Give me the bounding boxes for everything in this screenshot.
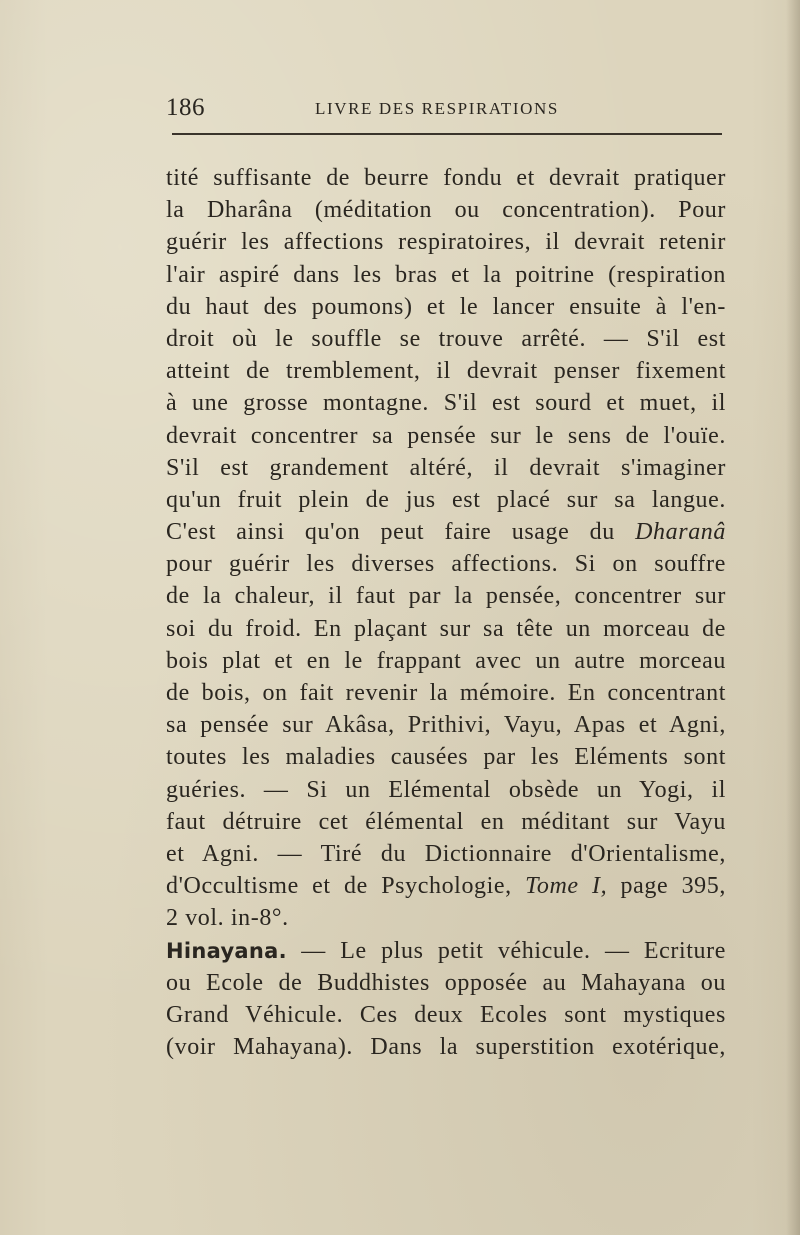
entry-line [166, 935, 726, 967]
body-text [166, 162, 726, 1063]
text-line: l'air aspiré dans les bras et la poitrine (respiration [166, 261, 726, 288]
text-line: à une grosse montagne. S'il est sourd et muet, il [166, 390, 726, 417]
text-line: guérir les affections respiratoires, il devrait retenir [166, 229, 726, 256]
italic-term: Dharanâ [635, 519, 726, 546]
header-rule [172, 133, 722, 135]
line-text: d'Occultisme et de Psychologie, [166, 873, 526, 900]
text-line: atteint de tremblement, il devrait penser fixement [166, 358, 726, 385]
text-line [166, 516, 726, 548]
text-line: sa pensée sur Akâsa, Prithivi, Vayu, Apas et Agni, [166, 712, 726, 739]
line-text: C'est ainsi qu'on peut faire usage du [166, 519, 636, 546]
text-line: soi du froid. En plaçant sur sa tête un morceau de [166, 615, 726, 642]
text-line: droit où le souffle se trouve arrêté. — S'il est [166, 325, 726, 352]
text-line: et Agni. — Tiré du Dictionnaire d'Orientalisme, [166, 840, 726, 867]
entry-term: Hinayana. [166, 938, 287, 963]
text-line: Grand Véhicule. Ces deux Ecoles sont mystiques [166, 1001, 726, 1028]
text-line [166, 870, 726, 902]
text-line: tité suffisante de beurre fondu et devrait pratiquer [166, 165, 726, 191]
text-line: S'il est grandement altéré, il devrait s'imaginer [166, 454, 726, 481]
text-line: qu'un fruit plein de jus est placé sur sa langue. [166, 486, 726, 513]
text-line: du haut des poumons) et le lancer ensuite à l'en- [166, 293, 726, 320]
line-text: — Le plus petit véhicule. — Ecriture [286, 937, 726, 964]
text-line: 2 vol. in-8°. [166, 905, 289, 932]
running-title: LIVRE DES RESPIRATIONS [315, 99, 559, 118]
text-line: (voir Mahayana). Dans la superstition exotérique, [166, 1034, 726, 1061]
text-line: la Dharâna (méditation ou concentration). Pour [166, 197, 726, 224]
text-line: de la chaleur, il faut par la pensée, concentrer sur [166, 583, 726, 610]
text-line: faut détruire cet élémental en méditant sur Vayu [166, 808, 726, 835]
line-text: page 395, [607, 873, 726, 900]
running-head [166, 94, 724, 134]
text-line: de bois, on fait revenir la mémoire. En concentrant [166, 680, 726, 706]
text-line: guéries. — Si un Elémental obsède un Yogi, il [166, 776, 726, 803]
italic-reference: Tome I, [525, 873, 608, 900]
page-edge-shadow [786, 0, 800, 1235]
text-line: devrait concentrer sa pensée sur le sens de l'ouïe. [166, 422, 726, 449]
text-line: toutes les maladies causées par les Eléments sont [166, 744, 726, 771]
text-line: ou Ecole de Buddhistes opposée au Mahayana ou [166, 969, 726, 996]
text-line: bois plat et en le frappant avec un autre morceau [166, 647, 726, 674]
page-number: 186 [166, 94, 205, 121]
text-line: pour guérir les diverses affections. Si on souffre [166, 551, 726, 578]
